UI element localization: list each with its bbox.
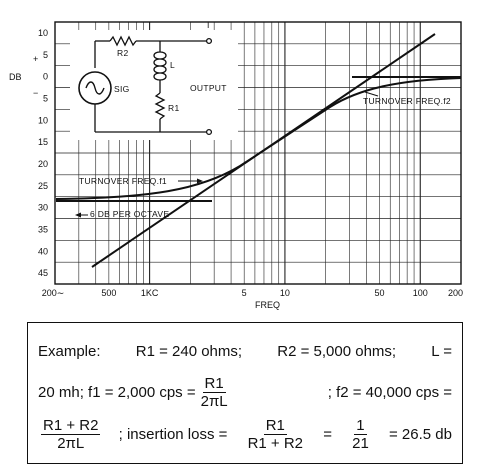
y-tick-label: 10 xyxy=(37,27,48,38)
example-line-1 xyxy=(38,343,452,360)
r1-label: R1 xyxy=(168,103,180,113)
x-tick-label: 1KC xyxy=(140,288,159,298)
y-tick-label: 5 xyxy=(42,93,48,104)
ratio-fraction: $\frac{1}{21}$ xyxy=(352,417,369,452)
turnover-f1-label: TURNOVER FREQ.f1 xyxy=(79,176,167,186)
l-label: L xyxy=(170,60,176,70)
loss-fraction: $\frac{R1}{R1 + R2}$ xyxy=(247,417,304,452)
x-tick-label: 50 xyxy=(374,288,385,298)
y-tick-label: 25 xyxy=(37,180,48,191)
x-tick-label: 100 xyxy=(412,288,428,298)
x-tick-label: 200 xyxy=(447,288,463,298)
output-terminal-bottom[interactable] xyxy=(207,130,212,135)
y-tick-label: 5 xyxy=(42,49,48,60)
f1-fraction: $\frac{R1}{2\pi L}$ xyxy=(200,375,228,410)
y-axis-label: DB xyxy=(9,72,22,82)
l-value-start: L = xyxy=(431,343,452,360)
output-label: OUTPUT xyxy=(190,83,227,93)
x-tick-label: 500 xyxy=(101,288,117,298)
y-tick-label: 45 xyxy=(37,268,48,279)
r2-label: R2 xyxy=(117,48,129,58)
x-tick-label: 200∼ xyxy=(41,288,65,298)
example-box xyxy=(27,322,463,464)
equals-sign: = xyxy=(323,426,332,443)
sig-label: SIG xyxy=(114,84,130,94)
f2-fraction: $\frac{R1 + R2}{2\pi L}$ xyxy=(43,417,99,452)
x-tick-label: 5 xyxy=(241,288,247,298)
turnover-f2-label: TURNOVER FREQ.f2 xyxy=(363,96,451,106)
y-axis-plus: + xyxy=(33,54,39,64)
l-f1-text: 20 mh; f1 = 2,000 cps = xyxy=(38,384,196,401)
r2-value: R2 = 5,000 ohms; xyxy=(277,343,397,360)
example-line-3 xyxy=(38,417,452,452)
example-label: Example: xyxy=(38,343,101,360)
y-tick-label: 20 xyxy=(37,158,48,169)
y-tick-label: 0 xyxy=(42,71,48,82)
y-tick-labels xyxy=(38,28,48,278)
loss-result: = 26.5 db xyxy=(388,426,452,443)
insertion-loss-text: ; insertion loss = xyxy=(118,426,228,443)
terminal-label: I xyxy=(207,20,210,30)
y-tick-label: 30 xyxy=(37,202,48,213)
slope-label: 6 DB PER OCTAVE xyxy=(90,209,170,219)
r1-value: R1 = 240 ohms; xyxy=(135,343,243,360)
y-tick-label: 40 xyxy=(37,246,48,257)
y-axis-minus: − xyxy=(33,88,39,98)
y-tick-label: 35 xyxy=(37,224,48,235)
f2-text: ; f2 = 40,000 cps = xyxy=(327,384,452,401)
output-terminal-top[interactable] xyxy=(207,39,212,44)
slope-arrowhead xyxy=(75,213,81,218)
x-tick-labels xyxy=(42,288,463,298)
y-tick-label: 15 xyxy=(37,137,48,148)
x-tick-label: 10 xyxy=(279,288,290,298)
x-axis-label: FREQ xyxy=(255,300,281,310)
y-tick-label: 10 xyxy=(37,115,48,126)
example-line-2 xyxy=(38,375,452,410)
